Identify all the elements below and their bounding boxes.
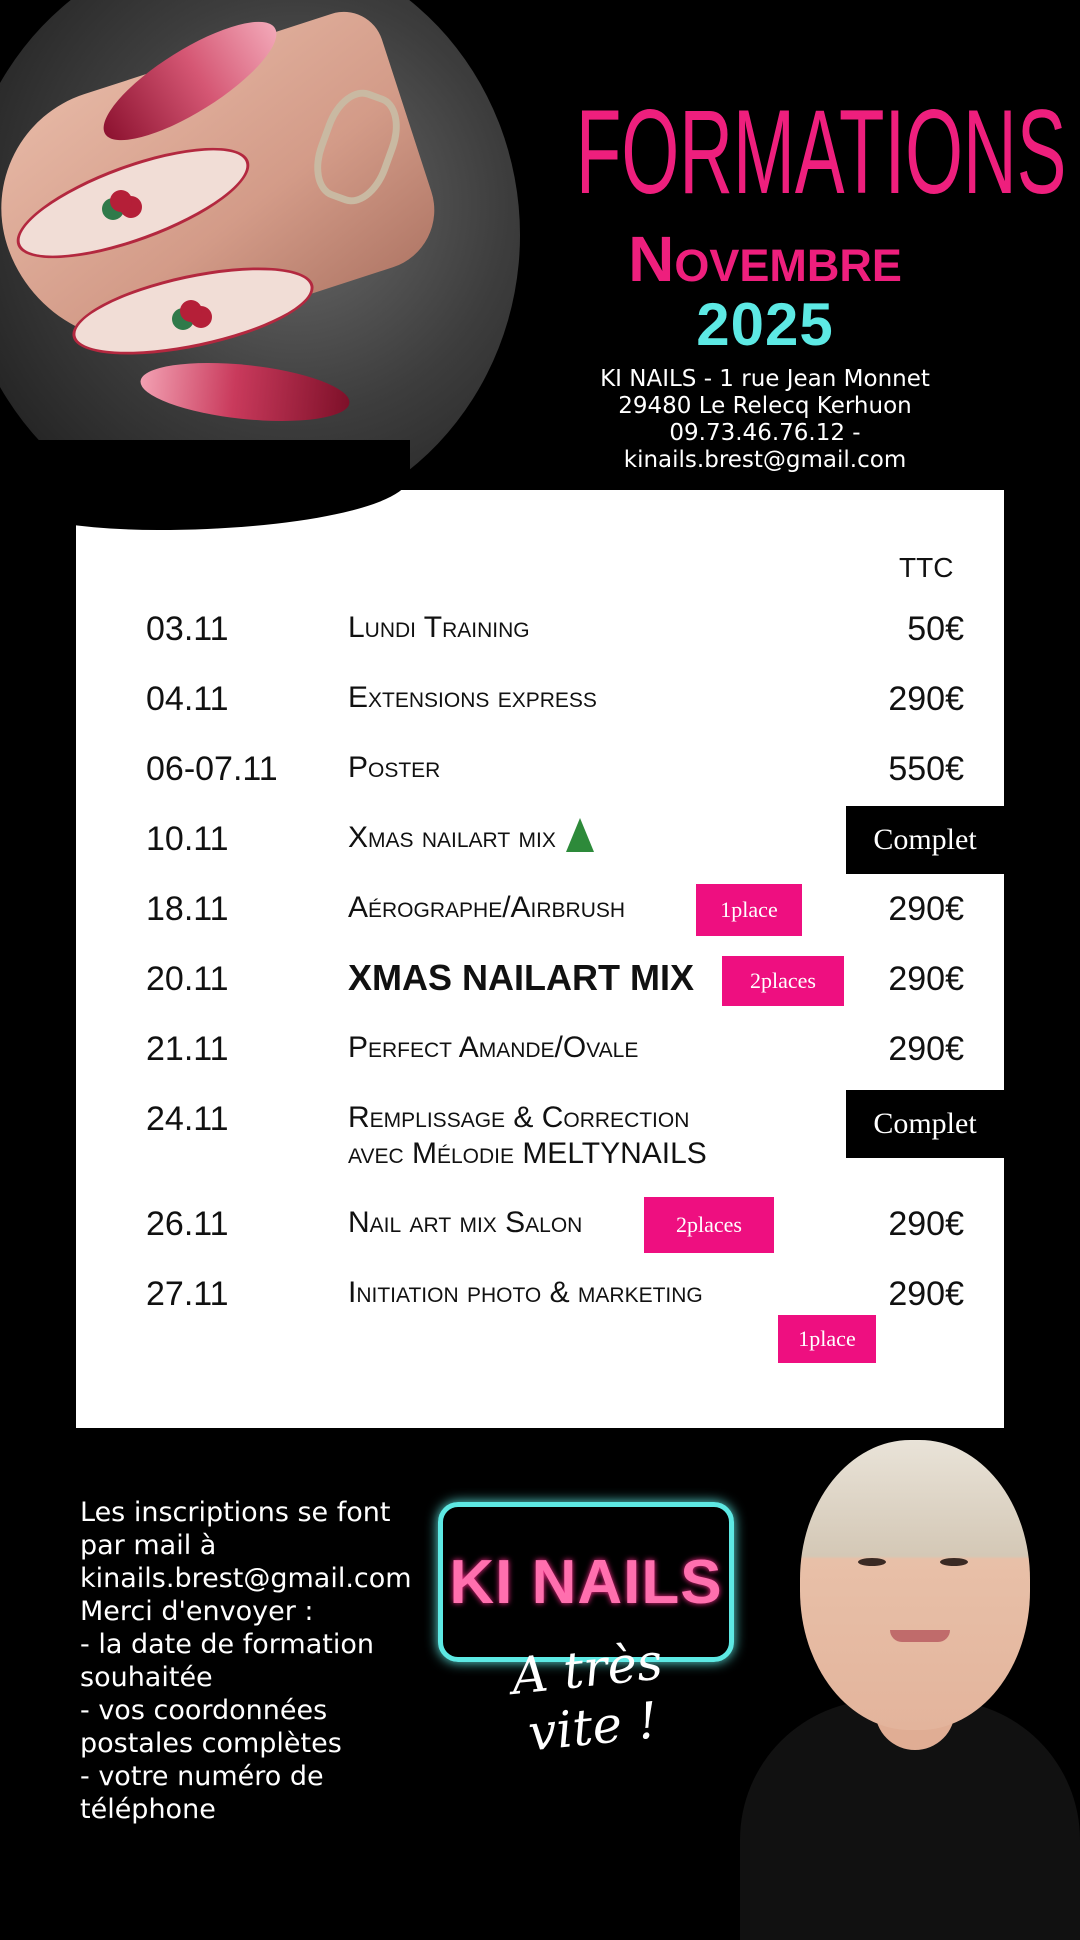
instruction-line: téléphone <box>80 1794 216 1825</box>
availability-badge: 2places <box>722 956 844 1006</box>
instruction-line: souhaitée <box>80 1662 213 1693</box>
eye <box>858 1558 886 1566</box>
row-date: 21.11 <box>146 1030 229 1068</box>
row-date: 24.11 <box>146 1100 229 1138</box>
row-label: Extensions express <box>348 681 597 714</box>
row-label: Aérographe/Airbrush <box>348 891 626 924</box>
contact-city: 29480 Le Relecq Kerhuon <box>618 393 912 419</box>
mouth <box>890 1630 950 1642</box>
instruction-line: - la date de formation <box>80 1629 374 1660</box>
row-price: 290€ <box>888 960 964 998</box>
slogan: A très vite ! <box>508 1632 666 1763</box>
row-date: 04.11 <box>146 680 229 718</box>
flower-decoration <box>110 190 132 212</box>
row-price: 290€ <box>888 1030 964 1068</box>
row-label <box>348 820 594 856</box>
row-date: 20.11 <box>146 960 229 998</box>
christmas-tree-icon <box>566 818 594 852</box>
row-date: 10.11 <box>146 820 229 858</box>
table-row <box>76 1275 1004 1351</box>
eye <box>940 1558 968 1566</box>
table-row <box>76 890 1004 950</box>
row-label <box>348 1100 707 1172</box>
price-header: TTC <box>899 552 954 583</box>
instruction-line: postales complètes <box>80 1728 342 1759</box>
registration-instructions <box>80 1496 420 1826</box>
row-label: Perfect Amande/Ovale <box>348 1031 639 1064</box>
row-price: 290€ <box>888 1205 964 1243</box>
table-row <box>76 680 1004 740</box>
availability-badge: 1place <box>778 1315 876 1363</box>
row-date: 18.11 <box>146 890 229 928</box>
contact-phone[interactable]: 09.73.46.76.12 - <box>669 420 861 446</box>
flower-decoration <box>180 300 202 322</box>
row-label-line: Remplissage & Correction <box>348 1101 690 1134</box>
row-price: 290€ <box>888 1275 964 1313</box>
row-price: 550€ <box>888 750 964 788</box>
availability-badge: 1place <box>696 884 802 936</box>
logo-text: KI NAILS <box>449 1548 723 1617</box>
contact-address: KI NAILS - 1 rue Jean Monnet <box>600 366 930 392</box>
table-row <box>76 820 1004 880</box>
row-label: Poster <box>348 751 441 784</box>
table-row <box>76 1100 1004 1190</box>
instruction-line: Merci d'envoyer : <box>80 1596 314 1627</box>
contact-info <box>560 366 970 474</box>
instruction-line: par mail à <box>80 1530 217 1561</box>
instruction-line: - votre numéro de <box>80 1761 324 1792</box>
year: 2025 <box>696 291 834 358</box>
row-date: 06-07.11 <box>146 750 278 788</box>
table-row <box>76 1205 1004 1265</box>
month-subtitle: Novembre <box>628 223 902 295</box>
table-row <box>76 957 1004 1020</box>
instruction-line: - vos coordonnées <box>80 1695 328 1726</box>
row-label: Initiation photo & marketing <box>348 1276 703 1309</box>
row-date: 03.11 <box>146 610 229 648</box>
row-date: 27.11 <box>146 1275 229 1313</box>
row-label-text: Xmas nailart mix <box>348 821 556 854</box>
page-title: FORMATIONS <box>575 85 1067 219</box>
table-row <box>76 750 1004 810</box>
row-price: 290€ <box>888 890 964 928</box>
row-price: 290€ <box>888 680 964 718</box>
portrait-head <box>800 1440 1030 1730</box>
table-row <box>76 1030 1004 1090</box>
row-label: Nail art mix Salon <box>348 1206 583 1239</box>
contact-email[interactable]: kinails.brest@gmail.com <box>623 447 907 473</box>
availability-badge: 2places <box>644 1197 774 1253</box>
row-label: Lundi Training <box>348 611 530 644</box>
row-label: XMAS NAILART MIX <box>348 957 694 998</box>
nail-glitter-2 <box>138 354 352 430</box>
row-label-line: avec Mélodie MELTYNAILS <box>348 1137 707 1170</box>
trainer-portrait <box>740 1440 1080 1920</box>
status-badge: Complet <box>846 1090 1004 1158</box>
instruction-email[interactable]: kinails.brest@gmail.com <box>80 1563 412 1594</box>
instruction-line: Les inscriptions se font <box>80 1497 391 1528</box>
table-row <box>76 610 1004 670</box>
status-badge: Complet <box>846 806 1004 874</box>
row-date: 26.11 <box>146 1205 229 1243</box>
row-price: 50€ <box>907 610 964 648</box>
